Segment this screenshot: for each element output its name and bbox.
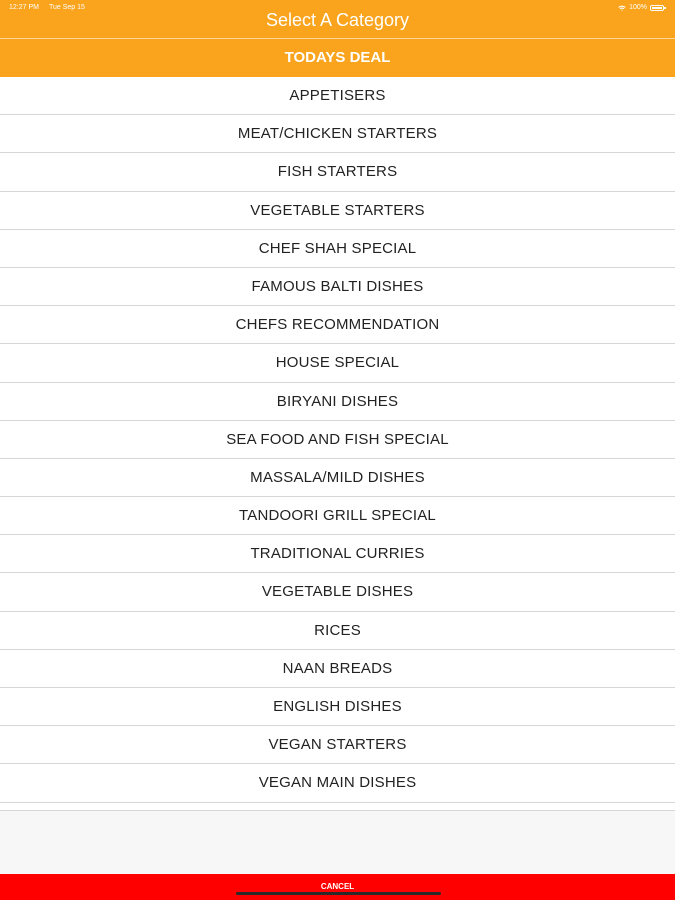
header [0, 0, 675, 77]
category-item-vegetable-dishes[interactable]: VEGETABLE DISHES [0, 573, 675, 611]
category-item-rices[interactable]: RICES [0, 612, 675, 650]
todays-deal-button[interactable]: TODAYS DEAL [284, 49, 391, 66]
list-item-partial [0, 803, 675, 811]
category-item-vegan-main-dishes[interactable]: VEGAN MAIN DISHES [0, 764, 675, 802]
category-item-naan-breads[interactable]: NAAN BREADS [0, 650, 675, 688]
category-item-english-dishes[interactable]: ENGLISH DISHES [0, 688, 675, 726]
status-date: Tue Sep 15 [48, 4, 85, 11]
status-time: 12:27 PM [9, 4, 39, 11]
category-item-sea-food-fish-special[interactable]: SEA FOOD AND FISH SPECIAL [0, 421, 675, 459]
category-item-traditional-curries[interactable]: TRADITIONAL CURRIES [0, 535, 675, 573]
cancel-button[interactable]: CANCEL [0, 874, 675, 900]
category-item-biryani-dishes[interactable]: BIRYANI DISHES [0, 383, 675, 421]
category-list [0, 77, 675, 803]
category-item-fish-starters[interactable]: FISH STARTERS [0, 153, 675, 191]
category-item-massala-mild-dishes[interactable]: MASSALA/MILD DISHES [0, 459, 675, 497]
category-item-famous-balti-dishes[interactable]: FAMOUS BALTI DISHES [0, 268, 675, 306]
category-item-vegan-starters[interactable]: VEGAN STARTERS [0, 726, 675, 764]
category-item-chef-shah-special[interactable]: CHEF SHAH SPECIAL [0, 230, 675, 268]
category-item-vegetable-starters[interactable]: VEGETABLE STARTERS [0, 192, 675, 230]
home-indicator[interactable] [236, 892, 441, 895]
category-item-house-special[interactable]: HOUSE SPECIAL [0, 344, 675, 382]
battery-percent: 100% [629, 4, 647, 11]
category-item-chefs-recommendation[interactable]: CHEFS RECOMMENDATION [0, 306, 675, 344]
page-title: Select A Category [265, 10, 410, 30]
category-item-meat-chicken-starters[interactable]: MEAT/CHICKEN STARTERS [0, 115, 675, 153]
category-item-tandoori-grill-special[interactable]: TANDOORI GRILL SPECIAL [0, 497, 675, 535]
category-item-appetisers[interactable]: APPETISERS [0, 77, 675, 115]
